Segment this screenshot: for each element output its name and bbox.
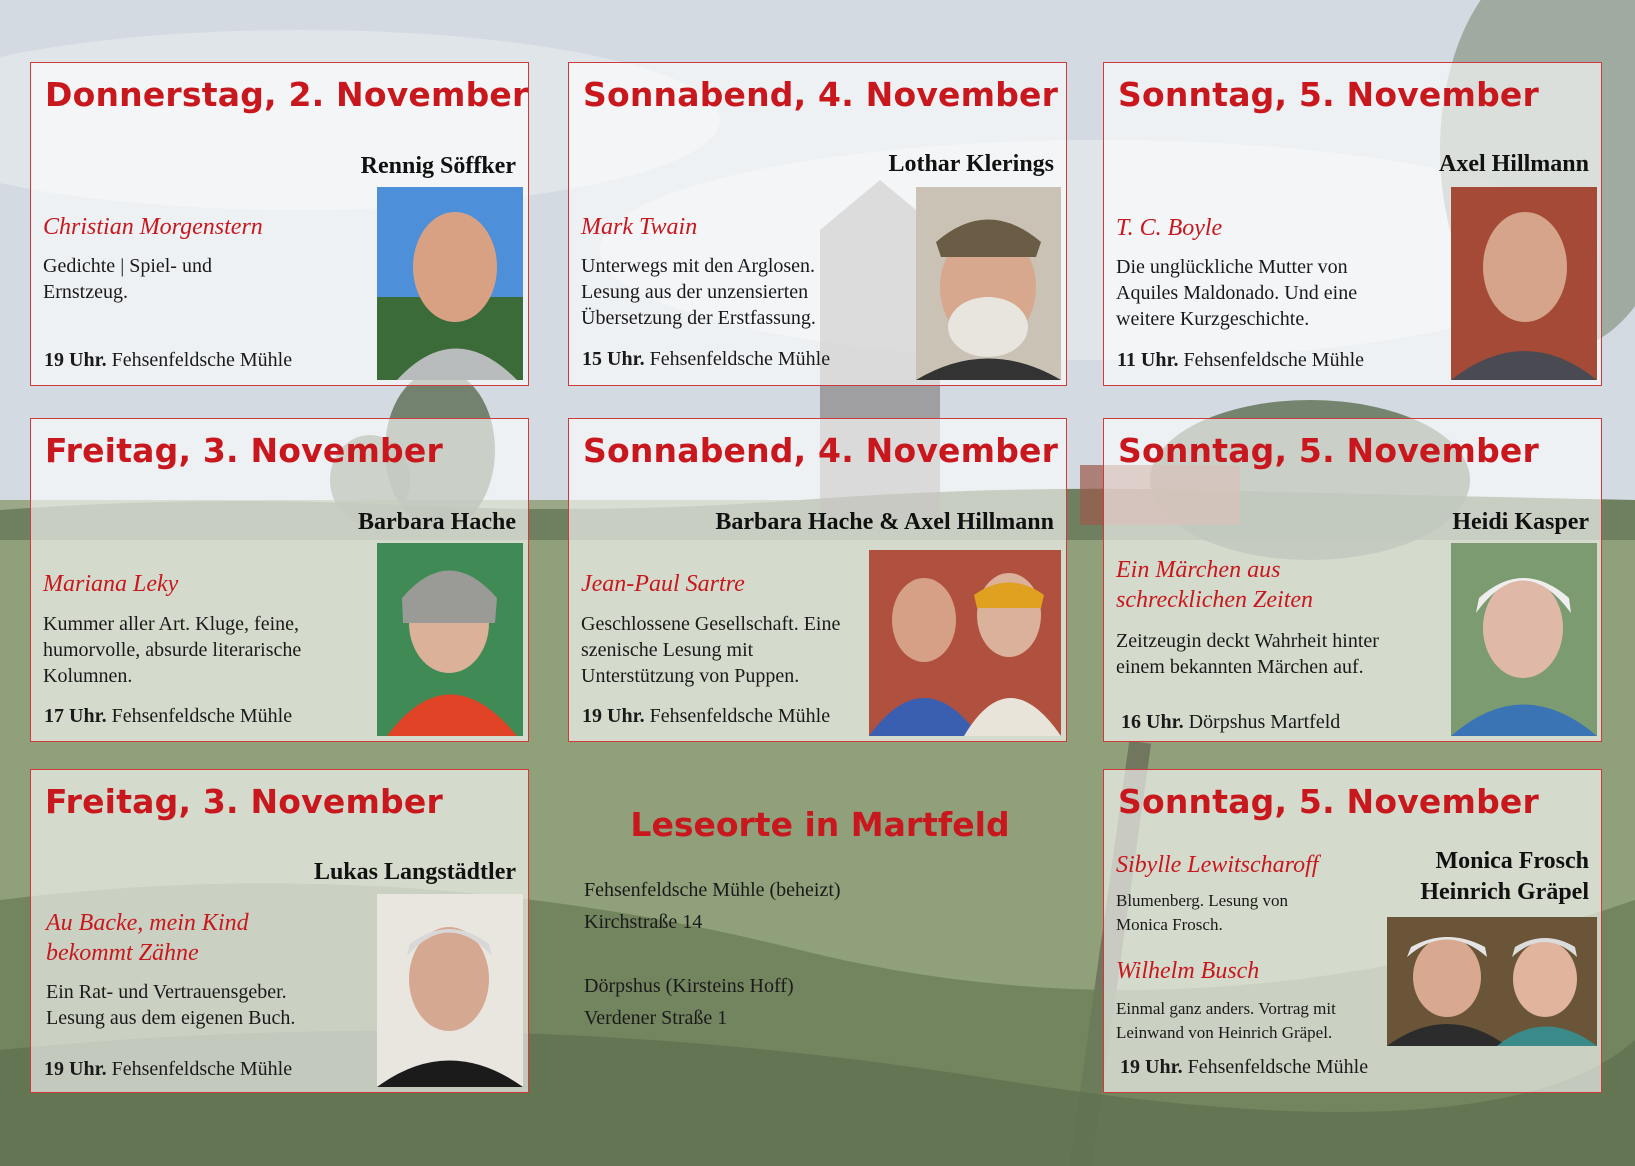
event-time-place [1117, 349, 1364, 372]
reader-photo [377, 894, 523, 1087]
reader-photo [869, 550, 1061, 736]
event-day: Sonntag, 5. November [1118, 782, 1539, 821]
event-description: Die unglückliche Mutter von Aquiles Maldonado. Und eine weitere Kurzgeschichte. [1116, 256, 1358, 330]
author-name: Christian Morgenstern [43, 214, 263, 240]
event-place: Fehsenfeldsche Mühle [1187, 1056, 1369, 1078]
event-time-place [44, 349, 292, 372]
reader-name: Heidi Kasper [1452, 509, 1589, 535]
event-description: Geschlossene Gesellschaft. Eine szenische Lesung mit Unterstützung von Puppen. [581, 613, 841, 687]
location-2-name: Dörpshus (Kirsteins Hoff) [584, 975, 794, 997]
event-day: Sonnabend, 4. November [583, 75, 1059, 114]
event-place: Fehsenfeldsche Mühle [111, 349, 293, 371]
event-day: Donnerstag, 2. November [45, 75, 529, 114]
event-time: 19 Uhr. [582, 705, 645, 727]
reader-name: Lothar Klerings [888, 151, 1054, 177]
event-place: Fehsenfeldsche Mühle [111, 1058, 293, 1080]
reader-photo [377, 543, 523, 736]
location-1-name: Fehsenfeldsche Mühle (beheizt) [584, 879, 841, 901]
event-description: Gedichte | Spiel- und Ernstzeug. [43, 255, 212, 303]
author-name: Sibylle Lewitscharoff [1116, 852, 1319, 878]
event-time: 17 Uhr. [44, 705, 107, 727]
author-name: Mark Twain [581, 214, 698, 240]
event-card-7 [30, 769, 529, 1093]
author-name: Mariana Leky [43, 571, 179, 597]
reader-name: Lukas Langstädtler [313, 859, 516, 885]
location-2-address: Verdener Straße 1 [584, 1007, 728, 1029]
reader-name-1: Monica Frosch [1435, 848, 1589, 874]
event-description: Zeitzeugin deckt Wahrheit hinter einem bekannten Märchen auf. [1116, 630, 1379, 678]
reader-photo [916, 187, 1061, 380]
event-time-place [1121, 711, 1340, 734]
locations-title: Leseorte in Martfeld [630, 805, 1010, 844]
event-day: Sonnabend, 4. November [583, 431, 1059, 470]
event-place: Fehsenfeldsche Mühle [111, 705, 293, 727]
event-time: 11 Uhr. [1117, 349, 1179, 371]
reader-name-2: Heinrich Gräpel [1420, 879, 1589, 905]
event-card-2 [568, 62, 1067, 386]
reader-photo [1451, 187, 1597, 380]
event-place: Fehsenfeldsche Mühle [649, 348, 831, 370]
event-time-place [44, 705, 292, 728]
event-description: Blumenberg. Lesung von Monica Frosch. [1116, 891, 1289, 934]
event-description: Unterwegs mit den Arglosen. Lesung aus der unzensierten Übersetzung der Erstfassung. [581, 255, 816, 329]
event-time: 15 Uhr. [582, 348, 645, 370]
event-time-place [44, 1058, 292, 1081]
reader-name: Rennig Söffker [360, 153, 516, 179]
event-time: 19 Uhr. [1120, 1056, 1183, 1078]
location-1-address: Kirchstraße 14 [584, 911, 703, 933]
reader-name: Axel Hillmann [1438, 151, 1589, 177]
author-name-2: Wilhelm Busch [1116, 958, 1260, 984]
event-place: Dörpshus Martfeld [1188, 711, 1341, 733]
event-day: Sonntag, 5. November [1118, 75, 1539, 114]
event-time-place [1120, 1056, 1368, 1079]
event-description: Kummer aller Art. Kluge, feine, humorvolle, absurde literarische Kolumnen. [43, 613, 302, 687]
event-place: Fehsenfeldsche Mühle [649, 705, 831, 727]
event-time: 19 Uhr. [44, 1058, 107, 1080]
event-card-3 [1103, 62, 1602, 386]
reader-photo [1451, 543, 1597, 736]
event-day: Freitag, 3. November [45, 782, 443, 821]
event-card-4 [30, 418, 529, 742]
reader-photo [1387, 917, 1597, 1046]
event-time: 19 Uhr. [44, 349, 107, 371]
event-description: Ein Rat- und Vertrauensgeber. Lesung aus dem eigenen Buch. [46, 981, 296, 1029]
author-name: Au Backe, mein Kind bekommt Zähne [46, 910, 249, 966]
reader-name: Barbara Hache [358, 509, 516, 535]
event-time-place [582, 348, 830, 371]
author-name: Ein Märchen aus schrecklichen Zeiten [1116, 557, 1314, 613]
event-day: Freitag, 3. November [45, 431, 443, 470]
reader-name: Barbara Hache & Axel Hillmann [715, 509, 1054, 535]
author-name: Jean-Paul Sartre [581, 571, 745, 597]
event-card-8 [1103, 769, 1602, 1093]
event-card-1 [30, 62, 529, 386]
event-time-place [582, 705, 830, 728]
event-description-2: Einmal ganz anders. Vortrag mit Leinwand von Heinrich Gräpel. [1116, 999, 1336, 1042]
event-time: 16 Uhr. [1121, 711, 1184, 733]
author-name: T. C. Boyle [1116, 215, 1223, 241]
event-day: Sonntag, 5. November [1118, 431, 1539, 470]
event-card-5 [568, 418, 1067, 742]
event-place: Fehsenfeldsche Mühle [1183, 349, 1365, 371]
reader-photo [377, 187, 523, 380]
event-card-6 [1103, 418, 1602, 742]
